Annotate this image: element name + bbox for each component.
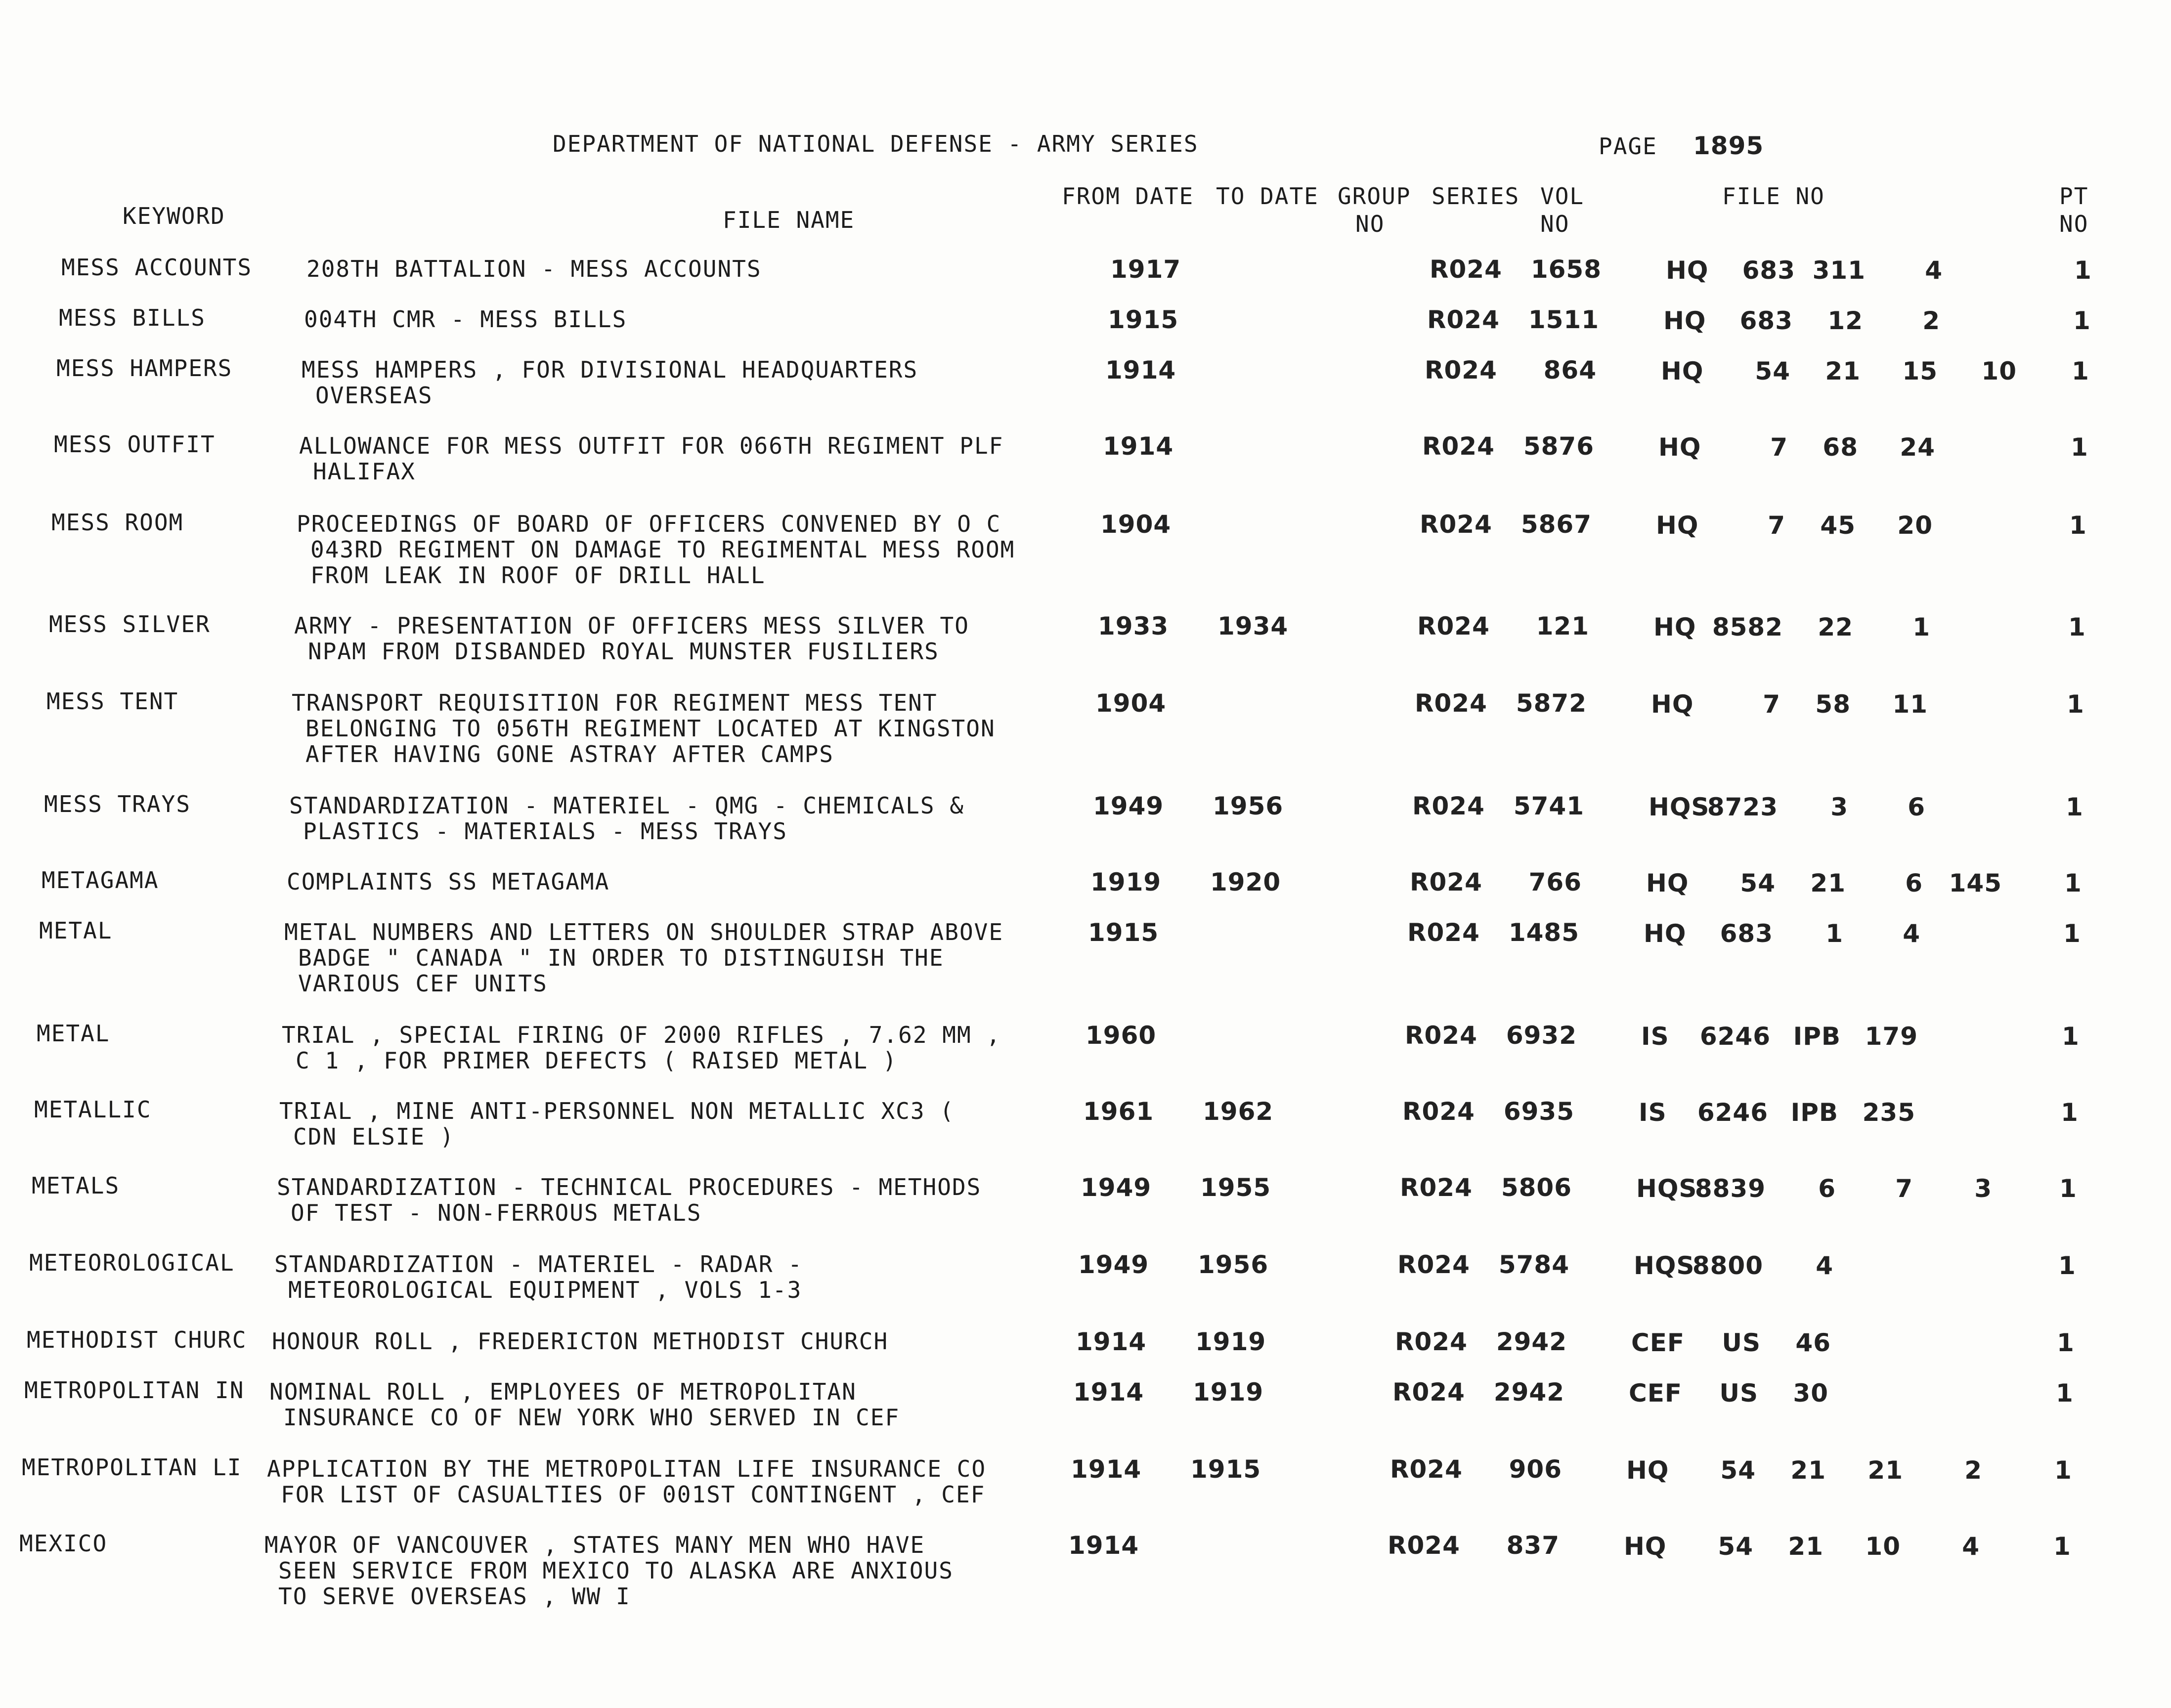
row-from-date: 1914 — [1103, 432, 1174, 461]
row-vol-no: 5876 — [1523, 432, 1594, 461]
row-keyword: MESS OUTFIT — [54, 431, 216, 458]
row-file-no-part: HQ — [1663, 306, 1706, 335]
file-name-line: AFTER HAVING GONE ASTRAY AFTER CAMPS — [305, 741, 834, 768]
row-series: R024 — [1405, 1021, 1477, 1050]
row-file-no-part: 21 — [1810, 869, 1846, 897]
file-name-line: MESS HAMPERS , FOR DIVISIONAL HEADQUARTERS — [302, 356, 918, 383]
row-file-no-part: HQ — [1653, 613, 1696, 641]
document-title: DEPARTMENT OF NATIONAL DEFENSE - ARMY SERIES — [553, 130, 1199, 157]
row-from-date: 1915 — [1108, 305, 1179, 334]
row-file-no-part: 20 — [1897, 511, 1933, 540]
file-name-line: TRIAL , SPECIAL FIRING OF 2000 RIFLES , 7.62 MM , — [282, 1022, 1001, 1048]
row-to-date: 1956 — [1213, 792, 1284, 820]
file-name-line: METAL NUMBERS AND LETTERS ON SHOULDER STRAP ABOVE — [284, 919, 1004, 945]
row-file-no-part: 54 — [1740, 869, 1776, 897]
file-name-line: TRANSPORT REQUISITION FOR REGIMENT MESS TENT — [292, 689, 938, 716]
row-from-date: 1914 — [1105, 356, 1176, 384]
row-file-name — [267, 1456, 986, 1507]
row-pt-no: 1 — [2057, 1328, 2075, 1357]
row-file-no-part: 54 — [1718, 1532, 1753, 1561]
row-file-no-part: HQ — [1658, 433, 1701, 462]
row-file-no-part: CEF — [1629, 1379, 1683, 1408]
row-file-no-part: 683 — [1742, 256, 1795, 285]
row-file-no-part: 21 — [1790, 1456, 1826, 1485]
file-name-line: HONOUR ROLL , FREDERICTON METHODIST CHURCH — [272, 1328, 889, 1355]
row-from-date: 1914 — [1076, 1327, 1147, 1356]
file-name-line: STANDARDIZATION - TECHNICAL PROCEDURES - METHODS — [277, 1174, 982, 1200]
row-to-date: 1920 — [1210, 868, 1281, 897]
row-file-no-part: 8839 — [1694, 1174, 1766, 1203]
file-name-line: PLASTICS - MATERIALS - MESS TRAYS — [303, 818, 787, 845]
row-keyword: METEOROLOGICAL — [29, 1249, 235, 1276]
row-to-date: 1955 — [1200, 1173, 1271, 1202]
row-file-no-part: 46 — [1795, 1328, 1831, 1357]
row-file-no-part: 7 — [1770, 433, 1788, 462]
row-series: R024 — [1422, 432, 1495, 461]
row-file-no-part: HQ — [1666, 256, 1709, 285]
row-file-name — [306, 256, 762, 282]
row-file-no-part: HQ — [1656, 511, 1699, 540]
row-keyword: MESS HAMPERS — [56, 355, 233, 382]
row-file-no-part: 22 — [1818, 613, 1853, 641]
row-series: R024 — [1430, 255, 1502, 284]
row-keyword: METALS — [32, 1172, 120, 1199]
row-keyword: METAGAMA — [42, 867, 159, 894]
file-name-line: APPLICATION BY THE METROPOLITAN LIFE INSURANCE CO — [267, 1455, 987, 1482]
row-file-no-part: 3 — [1830, 793, 1848, 821]
row-file-no-part: CEF — [1631, 1328, 1685, 1357]
file-name-line: ALLOWANCE FOR MESS OUTFIT FOR 066TH REGIMENT PLF — [299, 432, 1004, 459]
row-series: R024 — [1412, 792, 1485, 820]
row-file-name — [274, 1251, 803, 1303]
col-to-date-header: TO DATE — [1216, 183, 1319, 210]
row-file-no-part: HQ — [1644, 919, 1687, 948]
row-file-no-part: 2 — [1964, 1456, 1982, 1485]
row-file-name — [297, 511, 1015, 588]
col-group-header: GROUP — [1338, 183, 1411, 210]
row-pt-no: 1 — [2073, 306, 2091, 335]
row-series: R024 — [1392, 1378, 1465, 1407]
row-from-date: 1914 — [1073, 1378, 1144, 1407]
row-vol-no: 2942 — [1496, 1327, 1567, 1356]
file-name-line: C 1 , FOR PRIMER DEFECTS ( RAISED METAL ) — [296, 1047, 898, 1074]
row-vol-no: 864 — [1543, 356, 1597, 384]
row-file-no-part: 683 — [1739, 306, 1793, 335]
file-name-line: METEOROLOGICAL EQUIPMENT , VOLS 1-3 — [288, 1277, 802, 1303]
file-name-line: 004TH CMR - MESS BILLS — [304, 306, 627, 333]
file-name-line: BELONGING TO 056TH REGIMENT LOCATED AT KINGSTON — [305, 715, 996, 742]
row-to-date: 1915 — [1190, 1455, 1261, 1484]
row-file-no-part: 21 — [1825, 357, 1861, 385]
row-to-date: 1919 — [1193, 1378, 1264, 1407]
row-vol-no: 6935 — [1503, 1097, 1574, 1126]
file-name-line: NOMINAL ROLL , EMPLOYEES OF METROPOLITAN — [269, 1378, 857, 1405]
row-file-no-part: 7 — [1763, 690, 1780, 719]
row-from-date: 1949 — [1093, 792, 1164, 820]
row-from-date: 1919 — [1090, 868, 1162, 897]
row-file-no-part: 54 — [1755, 357, 1790, 385]
row-from-date: 1904 — [1100, 510, 1172, 539]
row-keyword: MESS ROOM — [51, 509, 184, 536]
page-number: 1895 — [1693, 131, 1764, 160]
row-series: R024 — [1395, 1327, 1468, 1356]
row-file-no-part: 6 — [1905, 869, 1923, 897]
file-name-line: HALIFAX — [313, 458, 416, 485]
row-vol-no: 837 — [1506, 1531, 1560, 1560]
row-file-name — [299, 433, 1003, 484]
file-name-line: BADGE " CANADA " IN ORDER TO DISTINGUISH THE — [298, 944, 944, 971]
row-file-name — [282, 1022, 1001, 1073]
row-file-no-part: 24 — [1900, 433, 1935, 462]
file-name-line: SEEN SERVICE FROM MEXICO TO ALASKA ARE ANXIOUS — [278, 1557, 954, 1584]
row-from-date: 1949 — [1081, 1173, 1152, 1202]
row-pt-no: 1 — [2074, 256, 2092, 285]
row-file-no-part: 12 — [1827, 306, 1863, 335]
row-file-no-part: US — [1719, 1379, 1758, 1408]
row-pt-no: 1 — [2053, 1532, 2071, 1561]
row-vol-no: 5806 — [1501, 1173, 1572, 1202]
row-pt-no: 1 — [2072, 357, 2089, 385]
row-vol-no: 1511 — [1528, 305, 1599, 334]
row-file-name — [289, 793, 964, 844]
row-to-date: 1919 — [1195, 1327, 1266, 1356]
row-file-no-part: IS — [1641, 1022, 1669, 1051]
row-from-date: 1949 — [1078, 1250, 1149, 1279]
row-keyword: MESS ACCOUNTS — [61, 254, 253, 281]
row-keyword: METAL — [37, 1020, 110, 1047]
row-pt-no: 1 — [2062, 1022, 2080, 1051]
file-name-line: PROCEEDINGS OF BOARD OF OFFICERS CONVENED BY O C — [297, 511, 1001, 537]
row-file-no-part: HQ — [1646, 869, 1689, 897]
row-from-date: 1914 — [1071, 1455, 1142, 1484]
row-file-no-part: 54 — [1720, 1456, 1756, 1485]
row-file-no-part: 10 — [1865, 1532, 1901, 1561]
row-keyword: MESS TRAYS — [44, 791, 191, 817]
row-keyword: MEXICO — [19, 1530, 108, 1557]
row-file-name — [272, 1328, 888, 1354]
file-name-line: STANDARDIZATION - MATERIEL - RADAR - — [274, 1251, 803, 1278]
row-file-no-part: 3 — [1974, 1174, 1992, 1203]
row-pt-no: 1 — [2064, 869, 2082, 897]
row-file-no-part: 8723 — [1707, 793, 1778, 821]
file-name-line: 043RD REGIMENT ON DAMAGE TO REGIMENTAL MESS ROOM — [310, 536, 1015, 563]
row-file-no-part: 15 — [1902, 357, 1938, 385]
row-file-no-part: 8582 — [1712, 613, 1783, 641]
row-file-name — [292, 690, 996, 767]
row-file-name — [294, 613, 969, 664]
row-file-no-part: 21 — [1788, 1532, 1824, 1561]
row-keyword: METALLIC — [34, 1096, 152, 1123]
row-keyword: METROPOLITAN LI — [22, 1454, 242, 1481]
row-file-no-part: 311 — [1812, 256, 1866, 285]
row-from-date: 1904 — [1095, 689, 1167, 718]
row-file-no-part: 8800 — [1692, 1251, 1763, 1280]
row-series: R024 — [1415, 689, 1487, 718]
file-name-line: TRIAL , MINE ANTI-PERSONNEL NON METALLIC XC3 ( — [279, 1098, 955, 1124]
row-pt-no: 1 — [2059, 1174, 2077, 1203]
row-file-no-part: HQ — [1661, 357, 1704, 385]
row-file-no-part: 6246 — [1699, 1022, 1771, 1051]
row-file-no-part: 11 — [1892, 690, 1928, 719]
row-series: R024 — [1397, 1250, 1470, 1279]
row-from-date: 1917 — [1110, 255, 1181, 284]
row-vol-no: 2942 — [1493, 1378, 1564, 1407]
row-file-no-part: HQS — [1636, 1174, 1697, 1203]
row-vol-no: 766 — [1528, 868, 1582, 897]
row-file-no-part: 10 — [1981, 357, 2017, 385]
row-series: R024 — [1400, 1173, 1473, 1202]
row-series: R024 — [1410, 868, 1482, 897]
row-to-date: 1962 — [1203, 1097, 1274, 1126]
row-from-date: 1960 — [1086, 1021, 1157, 1050]
page-label: PAGE — [1599, 133, 1657, 160]
row-file-no-part: IS — [1639, 1098, 1667, 1127]
row-file-name — [302, 357, 918, 408]
file-name-line: COMPLAINTS SS METAGAMA — [287, 868, 610, 895]
row-pt-no: 1 — [2061, 1098, 2079, 1127]
row-file-no-part: 6 — [1908, 793, 1925, 821]
row-file-no-part: 179 — [1865, 1022, 1918, 1051]
row-keyword: METHODIST CHURC — [27, 1326, 247, 1353]
row-file-name — [287, 869, 609, 895]
row-file-no-part: HQ — [1624, 1532, 1667, 1561]
row-series: R024 — [1427, 305, 1500, 334]
row-file-name — [304, 306, 627, 332]
row-vol-no: 5872 — [1516, 689, 1587, 718]
row-file-no-part: 4 — [1925, 256, 1943, 285]
row-file-name — [284, 919, 1003, 996]
row-series: R024 — [1420, 510, 1492, 539]
col-vol-no-header: NO — [1540, 211, 1570, 237]
row-series: R024 — [1402, 1097, 1475, 1126]
file-name-line: ARMY - PRESENTATION OF OFFICERS MESS SILVER TO — [294, 612, 969, 639]
row-keyword: MESS TENT — [46, 688, 179, 715]
col-from-date-header: FROM DATE — [1062, 183, 1194, 210]
row-pt-no: 1 — [2071, 433, 2088, 462]
file-name-line: MAYOR OF VANCOUVER , STATES MANY MEN WHO HAVE — [264, 1532, 925, 1558]
row-series: R024 — [1407, 918, 1480, 947]
row-from-date: 1914 — [1068, 1531, 1139, 1560]
row-to-date: 1956 — [1198, 1250, 1269, 1279]
row-file-no-part: 4 — [1816, 1251, 1833, 1280]
row-file-no-part: 2 — [1922, 306, 1940, 335]
row-series: R024 — [1388, 1531, 1460, 1560]
row-file-no-part: 45 — [1820, 511, 1856, 540]
row-file-no-part: 58 — [1815, 690, 1851, 719]
row-file-no-part: 68 — [1823, 433, 1858, 462]
row-vol-no: 121 — [1536, 612, 1589, 640]
row-pt-no: 1 — [2067, 690, 2084, 719]
row-keyword: MESS BILLS — [59, 304, 206, 331]
row-file-no-part: 6 — [1818, 1174, 1836, 1203]
row-file-no-part: HQS — [1649, 793, 1710, 821]
row-vol-no: 906 — [1509, 1455, 1562, 1484]
row-series: R024 — [1425, 356, 1497, 384]
row-file-no-part: 235 — [1862, 1098, 1915, 1127]
file-name-line: INSURANCE CO OF NEW YORK WHO SERVED IN CEF — [283, 1404, 900, 1431]
col-file-name-header: FILE NAME — [723, 207, 855, 233]
col-vol-header: VOL — [1540, 183, 1585, 210]
row-file-no-part: 7 — [1768, 511, 1785, 540]
row-file-no-part: 21 — [1867, 1456, 1903, 1485]
file-name-line: VARIOUS CEF UNITS — [298, 970, 548, 997]
row-vol-no: 5741 — [1513, 792, 1584, 820]
file-name-line: OVERSEAS — [315, 382, 433, 409]
row-file-name — [277, 1174, 981, 1226]
row-pt-no: 1 — [2054, 1456, 2072, 1485]
file-name-line: NPAM FROM DISBANDED ROYAL MUNSTER FUSILIERS — [308, 638, 939, 665]
row-from-date: 1933 — [1098, 612, 1169, 640]
row-series: R024 — [1417, 612, 1490, 640]
file-name-line: 208TH BATTALION - MESS ACCOUNTS — [306, 256, 762, 282]
row-vol-no: 5867 — [1520, 510, 1592, 539]
col-pt-header: PT — [2059, 183, 2089, 210]
row-pt-no: 1 — [2068, 613, 2086, 641]
row-file-no-part: 4 — [1903, 919, 1920, 948]
row-series: R024 — [1390, 1455, 1463, 1484]
row-file-no-part: 30 — [1793, 1379, 1828, 1408]
row-keyword: METAL — [39, 917, 113, 944]
row-vol-no: 6932 — [1506, 1021, 1577, 1050]
row-file-no-part: HQ — [1651, 690, 1694, 719]
row-vol-no: 1658 — [1530, 255, 1602, 284]
row-file-name — [279, 1098, 955, 1150]
row-pt-no: 1 — [2063, 919, 2081, 948]
row-file-no-part: IPB — [1790, 1098, 1838, 1127]
col-group-no-header: NO — [1355, 211, 1385, 237]
row-file-no-part: 1 — [1825, 919, 1843, 948]
row-pt-no: 1 — [2066, 793, 2084, 821]
row-pt-no: 1 — [2058, 1251, 2076, 1280]
row-file-no-part: 4 — [1962, 1532, 1980, 1561]
row-pt-no: 1 — [2056, 1379, 2074, 1408]
row-keyword: MESS SILVER — [49, 611, 211, 638]
file-name-line: FROM LEAK IN ROOF OF DRILL HALL — [310, 562, 766, 589]
col-keyword-header: KEYWORD — [123, 203, 225, 229]
row-file-no-part: US — [1722, 1328, 1761, 1357]
row-file-no-part: 1 — [1912, 613, 1930, 641]
row-file-no-part: HQS — [1634, 1251, 1695, 1280]
row-keyword: METROPOLITAN IN — [24, 1377, 245, 1404]
file-name-line: OF TEST - NON-FERROUS METALS — [291, 1199, 702, 1226]
row-vol-no: 5784 — [1498, 1250, 1569, 1279]
row-from-date: 1915 — [1088, 918, 1159, 947]
row-file-no-part: 683 — [1720, 919, 1773, 948]
file-name-line: STANDARDIZATION - MATERIEL - QMG - CHEMICALS & — [289, 792, 964, 819]
row-file-no-part: 7 — [1895, 1174, 1913, 1203]
col-file-no-header: FILE NO — [1722, 183, 1825, 210]
row-pt-no: 1 — [2069, 511, 2087, 540]
row-to-date: 1934 — [1217, 612, 1289, 640]
col-pt-no-header: NO — [2059, 211, 2089, 237]
row-file-no-part: IPB — [1793, 1022, 1841, 1051]
row-vol-no: 1485 — [1508, 918, 1579, 947]
file-name-line: CDN ELSIE ) — [293, 1123, 455, 1150]
row-from-date: 1961 — [1083, 1097, 1154, 1126]
row-file-no-part: 6246 — [1697, 1098, 1768, 1127]
col-series-header: SERIES — [1432, 183, 1520, 210]
row-file-no-part: HQ — [1626, 1456, 1669, 1485]
file-name-line: TO SERVE OVERSEAS , WW I — [278, 1583, 631, 1610]
row-file-name — [269, 1379, 900, 1430]
row-file-name — [264, 1532, 954, 1609]
file-name-line: FOR LIST OF CASUALTIES OF 001ST CONTINGENT , CEF — [281, 1481, 986, 1508]
row-file-no-part: 145 — [1949, 869, 2002, 897]
